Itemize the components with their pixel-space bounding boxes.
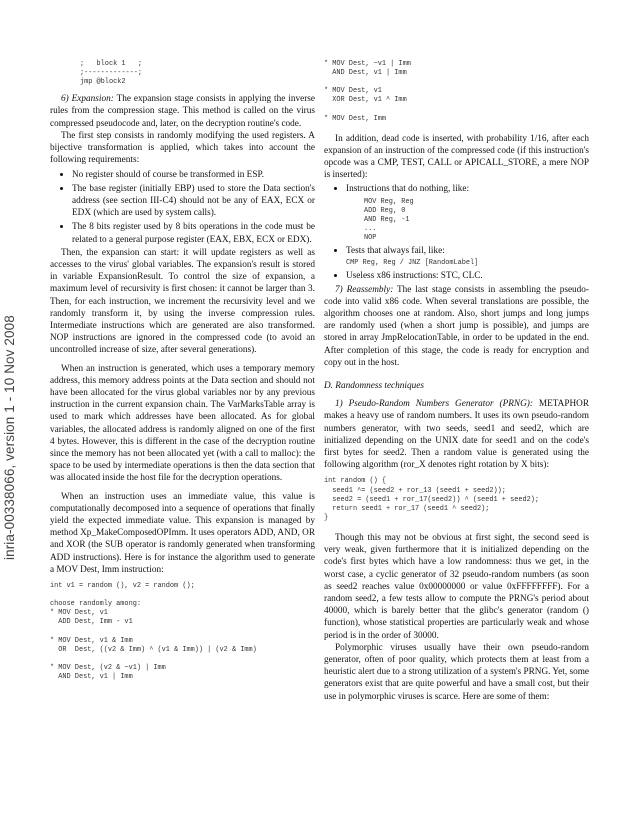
dead-code-list: [324, 182, 589, 282]
code-block-nop-examples: MOV Reg, Reg ADD Reg, 0 AND Reg, -1 ... NOP: [364, 197, 414, 243]
subsection-heading-expansion: 6) Expansion:: [61, 94, 114, 105]
left-column: [50, 60, 315, 682]
subsection-heading-prng: 1) Pseudo-Random Numbers Generator (PRNG):: [335, 399, 533, 410]
list-item: • The base register (initially EBP) used to store the Data section's address (see section III-C4) should not be any of EAX, ECX or EDX (which are used by system calls).: [72, 182, 315, 220]
paragraph-temporary-memory: When an instruction is generated, which uses a temporary memory address, this memory address points at the Data section and should not have been allocated for the virus global variables nor by any previous instruction in the current expansion chain. The VarMarksTable array is used to mark which addresses have been allocated. As for global variables, the allocated address is randomly aligned on one of the first 4 bytes. However, this is different in the case of the decryption routine since the memory has not been allocated yet (with a call to malloc): the space to be used by intermediate operations is then the data section that was allocated inside the host file for the decryption operations.: [50, 363, 315, 484]
paragraph-immediate-value: When an instruction uses an immediate value, this value is computationally decomposed into a sequence of operations that finally yield the expected immediate value. This expansion is managed by method Xp_MakeComposedOPImm. It uses operators ADD, AND, OR and XOR (the SUB operator is randomly generated when transforming ADD instructions). Here is for instance the algorithm used to generate a MOV Dest, Imm instruction:: [50, 491, 315, 575]
paragraph-prng: [324, 398, 589, 471]
code-block-mov-imm: int v1 = random (), v2 = random (); choose randomly among: * MOV Dest, v1 ADD Dest, Imm - v1 * MOV Dest, v1 & Imm OR Dest, ((v2 & Imm) ^ (v1 & Imm)) | (v2 & Imm) * MOV Dest, (v2 & ~v1) | Imm AND Dest, v1 | Imm: [50, 582, 257, 681]
list-item: [346, 182, 589, 243]
paragraph-text: The expansion stage consists in applying the inverse rules from the compression stage. This method is called on the virus compressed pseudocode and, later, on the decryption routine's code.: [50, 94, 316, 129]
list-item: • The 8 bits register used by 8 bits operations in the code must be related to a general purpose register (EAX, EBX, ECX or EDX).: [72, 220, 315, 245]
paragraph-dead-code: In addition, dead code is inserted, with probability 1/16, after each expansion of an instruction of the compressed code (if this instruction's opcode was a CMP, TEST, CALL or APICALL_STORE, a mere NOP is inserted):: [324, 133, 589, 181]
list-item: • Useless x86 instructions: STC, CLC.: [346, 269, 589, 282]
list-item-text: Instructions that do nothing, like:: [346, 184, 470, 195]
paragraph-text: METAPHOR makes a heavy use of random numbers. It uses its own pseudo-random numbers generator, with two seeds, seed1 and seed2, which are initialized depending on the UNIX date for seed1 and on the code's first bytes for seed2. Then a random value is generated using the following algorithm (ror_X denotes right rotation by X bits):: [324, 399, 589, 471]
code-block-prng: int random () { seed1 ^= (seed2 + ror_13 (seed1 + seed2)); seed2 = (seed1 + ror_17(seed2)) ^ (seed1 + seed2); return seed1 + ror_17 (seed1 ^ seed2); }: [324, 477, 540, 522]
code-block-top-left: ; block 1 ; ;-------------; jmp @block2: [80, 60, 143, 87]
paragraph-seed-weakness: Though this may not be obvious at first sight, the second seed is very weak, given furthermore that it is initialized depending on the code's first bytes which have a low randomness: thus we get, in the worst case, a cyclic generator of 32 pseudo-random numbers (as soon as seed2 reaches value 0x00000000 or value 0xFFFFFFFF). For a random seed2, a few tests allow to compute the PRNG's period about 40000, which is barely better that the glibc's generator (random () function), whose statistical properties are particularly weak and whose period is in the order of 30000.: [324, 532, 589, 641]
list-item-text: Tests that always fail, like:: [346, 246, 445, 257]
code-block-fail-test: CMP Reg, Reg / JNZ [RandomLabel]: [346, 259, 479, 268]
paragraph-first-step: The first step consists in randomly modifying the used registers. A bijective transformation is applied, which takes into account the following requirements:: [50, 130, 315, 166]
paragraph-reassembly: [324, 284, 589, 369]
sidebar: [0, 0, 30, 826]
requirements-list: [50, 168, 315, 246]
subsection-heading-reassembly: 7) Reassembly:: [335, 284, 394, 295]
right-column: [324, 60, 589, 703]
list-item: • No register should of course be transformed in ESP.: [72, 168, 315, 181]
paragraph-polymorphic-prng: Polymorphic viruses usually have their own pseudo-random generator, often of poor quality, which protects them at least from a heuristic alert due to a strong utilization of a system's PRNG. Yet, some generators exist that are quite powerful and have a small cost, but their use in polymorphic viruses is scarce. Here are some of them:: [324, 642, 590, 702]
section-heading-randomness: D. Randomness techniques: [324, 381, 424, 392]
paragraph-text: The last stage consists in assembling the pseudo-code into valid x86 code. When several translations are possible, the algorithm chooses one at random. Also, short jumps and long jumps are randomly used (when a short jump is possible), and jumps are stored in array JmpRelocationTable, in order to be updated in the end. After completion of this stage, the code is ready for encryption and copy out in the host.: [324, 284, 589, 368]
paragraph-expansion-start: Then, the expansion can start: it will update registers as well as accesses to the virus' global variables. The expansion's result is stored in variable ExpansionResult. To control the size of expansion, a maximum level of recursivity is first chosen: it cannot be larger than 3. Then, for each instruction, we increment the recursivity level and we randomly transform it, by using the inverse compression rules. Intermediate instructions which are generated are also transformed. NOP instructions are ignored in the compressed code (to avoid an uncontrolled increase of size, after several generations).: [50, 247, 315, 356]
list-item: [346, 244, 589, 268]
hal-identifier-label: inria-00338066, version 1 - 10 Nov 2008: [2, 315, 17, 560]
code-block-top-right: * MOV Dest, ~v1 | Imm AND Dest, v1 | Imm * MOV Dest, v1 XOR Dest, v1 ^ Imm * MOV Dest, Imm: [324, 60, 411, 123]
paragraph-expansion-intro: [50, 93, 315, 130]
